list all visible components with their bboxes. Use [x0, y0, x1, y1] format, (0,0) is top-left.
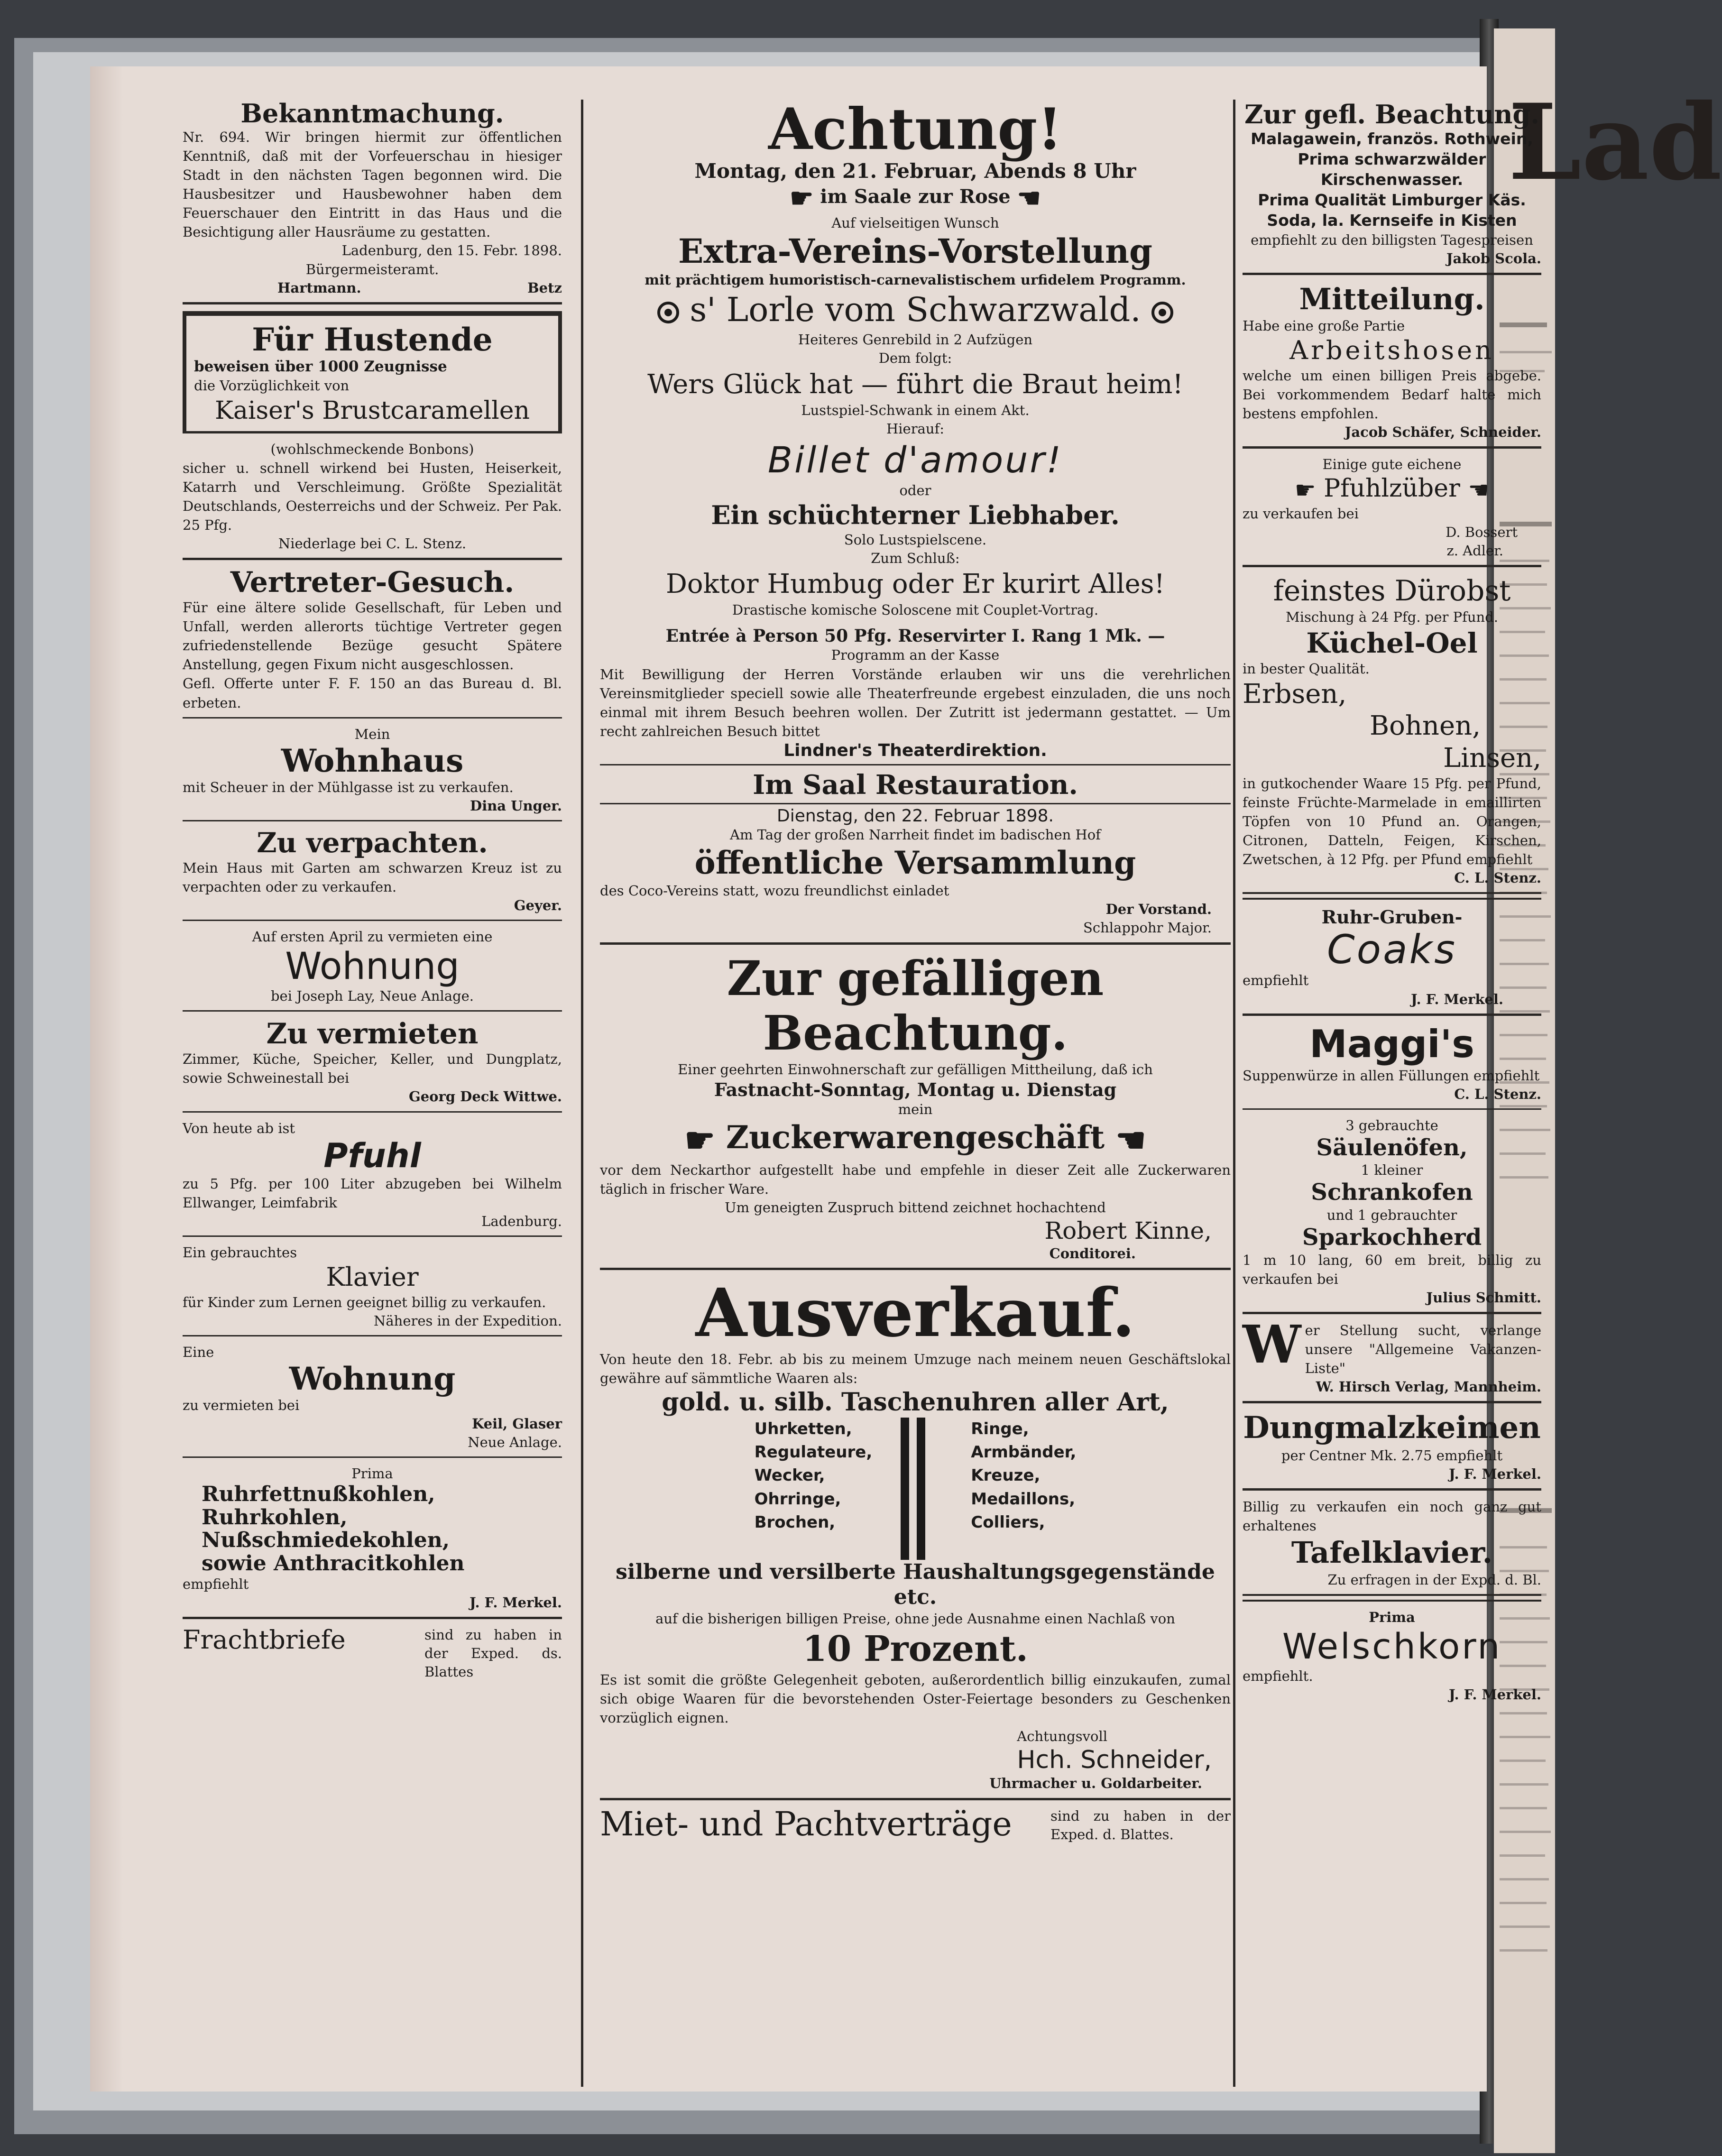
- ad-kohlen: [183, 1465, 562, 1612]
- pointing-hand-right-icon: ☛: [790, 183, 814, 214]
- ad-signature: Conditorei.: [1049, 1245, 1136, 1262]
- discount: 10 Prozent.: [802, 1629, 1028, 1670]
- play-after: Hierauf:: [886, 420, 945, 437]
- ad-text: Mischung à 24 Pfg. per Pfund.: [1286, 609, 1498, 626]
- ad-text: Am Tag der großen Narrheit findet im badischen Hof: [730, 826, 1101, 843]
- product-line: Malagawein, französ. Rothwein,: [1251, 129, 1533, 148]
- play-subtitle: Solo Lustspielscene.: [844, 531, 987, 548]
- divider: [600, 803, 1231, 804]
- event-title: öffentliche Versammlung: [694, 844, 1136, 881]
- ad-title: Tafelklavier.: [1291, 1535, 1493, 1570]
- ad-signature: Geyer.: [514, 897, 562, 914]
- ad-title: Bekanntmachung.: [240, 98, 504, 129]
- play-final: Zum Schluß:: [871, 550, 960, 567]
- ad-title: Wohnung: [285, 945, 460, 988]
- ad-signature: Georg Deck Wittwe.: [408, 1088, 562, 1105]
- ad-title: Achtung!: [768, 96, 1062, 163]
- ad-text: vor dem Neckarthor aufgestellt habe und empfehle in dieser Zeit alle Zuckerwaren täglich in frischer Ware.: [600, 1162, 1231, 1198]
- ad-title: Ausverkauf.: [695, 1274, 1135, 1353]
- play-or: oder: [899, 482, 931, 499]
- ad-rec: empfiehlt zu den billigsten Tagespreisen: [1251, 231, 1533, 248]
- middle-column: [600, 96, 1231, 1844]
- ad-signature: z. Adler.: [1446, 543, 1503, 559]
- pointing-hand-right-icon: ☛: [684, 1119, 715, 1160]
- next-page-line: [1500, 1712, 1547, 1714]
- ad-maggi: [1243, 1023, 1541, 1104]
- newspaper-page: [90, 66, 1541, 2092]
- ad-hustende-body: [183, 440, 562, 553]
- ad-signature: Der Vorstand.: [1105, 901, 1212, 918]
- divider: [600, 1798, 1231, 1800]
- ad-bekanntmachung: [183, 100, 562, 297]
- ad-saal: [600, 769, 1231, 938]
- product-line: Prima schwarzwälder Kirschenwasser.: [1298, 149, 1486, 189]
- target-ornament-icon: [1151, 302, 1173, 323]
- next-page-line: [1500, 1949, 1547, 1952]
- event-program-note: Programm an der Kasse: [831, 647, 1000, 663]
- event-program: mit prächtigem humoristisch-carnevalistischem urfidelem Programm.: [645, 271, 1186, 288]
- ad-title: Zur gefälligen Beachtung.: [727, 950, 1104, 1061]
- next-page-line: [1500, 1878, 1549, 1880]
- product-name: Arbeitshosen: [1289, 335, 1494, 366]
- ad-date: Ladenburg, den 15. Febr. 1898.: [341, 242, 562, 259]
- ad-signature: Lindner's Theaterdirektion.: [783, 740, 1047, 760]
- ad-verpachten: [183, 828, 562, 915]
- divider: [183, 820, 562, 821]
- divider: [600, 1268, 1231, 1270]
- ad-stellung: [1243, 1314, 1541, 1396]
- ad-ausverkauf: [600, 1274, 1231, 1793]
- ad-depot: Niederlage bei C. L. Stenz.: [278, 535, 467, 552]
- play-subtitle: Lustspiel-Schwank in einem Akt.: [801, 402, 1030, 418]
- ad-signature: Dina Unger.: [470, 798, 562, 814]
- ad-title: Vertreter-Gesuch.: [230, 566, 515, 599]
- ad-text: in gutkochender Waare 15 Pfg. per Pfund, feinste Früchte-Marmelade in emaillirten Töpfen von 10 Pfund an. Orangen, Citronen, Datteln, Feigen, Kirschen, Zwetschen, à 12 Pfg. per Pfund empfiehlt: [1243, 775, 1541, 867]
- ad-achtung: [600, 96, 1231, 760]
- ad-signature: C. L. Stenz.: [1454, 1086, 1541, 1102]
- ad-rec: empfiehlt.: [1243, 1668, 1313, 1685]
- ad-pre: Prima: [1369, 1609, 1415, 1625]
- ad-signature: Jacob Schäfer, Schneider.: [1344, 424, 1541, 441]
- ad-pre: Prima: [351, 1465, 393, 1482]
- ad-title: Wohnhaus: [281, 742, 464, 779]
- next-page-line: [1500, 1831, 1551, 1833]
- divider: [1243, 446, 1541, 449]
- ad-pre: und 1 gebrauchter: [1326, 1207, 1457, 1223]
- product-line: Ruhrkohlen,: [202, 1505, 348, 1529]
- ad-pre: Mein: [354, 726, 390, 742]
- product-name: Linsen,: [1443, 742, 1541, 774]
- divider: [183, 302, 562, 304]
- divider: [1243, 1488, 1541, 1491]
- ad-title: Welschkorn: [1282, 1626, 1502, 1668]
- divider: [183, 1617, 562, 1619]
- ad-line: die Vorzüglichkeit von: [194, 378, 350, 394]
- product-name: Küchel-Oel: [1306, 627, 1478, 659]
- product-name: Säulenöfen,: [1316, 1134, 1468, 1161]
- ad-signature: Hch. Schneider,: [1017, 1746, 1212, 1775]
- ad-wohnhaus: [183, 725, 562, 816]
- list-separator: [901, 1418, 909, 1560]
- ad-title: Coaks: [1327, 926, 1457, 973]
- ad-signature: Neue Anlage.: [468, 1434, 562, 1451]
- ad-text: zu vermieten bei: [183, 1397, 300, 1413]
- divider: [183, 1111, 562, 1113]
- column-rule: [581, 100, 583, 2087]
- ad-signature: Jakob Scola.: [1446, 250, 1541, 267]
- ad-text: sind zu haben in der Exped. ds. Blattes: [424, 1627, 562, 1680]
- ad-text: per Centner Mk. 2.75 empfiehlt: [1281, 1447, 1503, 1464]
- play-title: Ein schüchterner Liebhaber.: [711, 500, 1120, 531]
- goods-item: Regulateure,: [754, 1443, 873, 1462]
- ad-text: Zimmer, Küche, Speicher, Keller, und Dungplatz, sowie Schweinestall bei: [183, 1051, 562, 1087]
- ad-text: Mein Haus mit Garten am schwarzen Kreuz ist zu verpachten oder zu verkaufen.: [183, 860, 562, 895]
- ad-title: Pfuhlzüber: [1324, 474, 1460, 503]
- ad-signature: Julius Schmitt.: [1426, 1289, 1541, 1306]
- right-column: [1243, 100, 1541, 1704]
- ad-title: Klavier: [326, 1262, 419, 1292]
- ad-paren: (wohlschmeckende Bonbons): [270, 441, 474, 458]
- divider: [1243, 273, 1541, 275]
- ad-text: des Coco-Vereins statt, wozu freundlichst einladet: [600, 883, 949, 899]
- play-subtitle: Drastische komische Soloscene mit Couplet-Vortrag.: [732, 602, 1099, 618]
- pointing-hand-left-icon: ☚: [1115, 1119, 1146, 1160]
- event-days: Fastnacht-Sonntag, Montag u. Dienstag: [714, 1078, 1117, 1100]
- pointing-hand-right-icon: ☛: [1294, 476, 1316, 504]
- ad-signature: Keil, Glaser: [472, 1415, 562, 1432]
- ad-signature: Hartmann.: [277, 279, 361, 296]
- ad-title: Frachtbriefe: [183, 1625, 346, 1655]
- ad-office: Bürgermeisteramt.: [305, 261, 439, 277]
- ad-text: Gefl. Offerte unter F. F. 150 an das Bureau d. Bl. erbeten.: [183, 675, 562, 711]
- ad-signature: J. F. Merkel.: [469, 1594, 562, 1611]
- ad-tafelklavier: [1243, 1497, 1541, 1589]
- ad-klavier: [183, 1244, 562, 1330]
- ad-text: Es ist somit die größte Gelegenheit geboten, außerordentlich billig einzukaufen, zumal sich obige Waaren für die bevorstehenden Oster-Feiertage besonders zu Geschenken vorzüglich eignen.: [600, 1672, 1231, 1726]
- ad-title: feinstes Dürobst: [1273, 574, 1511, 608]
- ad-title: Für Hustende: [252, 321, 493, 358]
- ad-pre: 1 kleiner: [1361, 1162, 1423, 1179]
- ad-signature: J. F. Merkel.: [1448, 1466, 1541, 1483]
- divider: [183, 717, 562, 719]
- ad-pre: Billig zu verkaufen ein noch ganz gut erhaltenes: [1243, 1499, 1541, 1534]
- ad-signature: W. Hirsch Verlag, Mannheim.: [1316, 1379, 1541, 1395]
- divider: [183, 1335, 562, 1336]
- product-line: sowie Anthracitkohlen: [202, 1551, 465, 1576]
- product-name: Erbsen,: [1243, 679, 1347, 710]
- ad-pre: Eine: [183, 1344, 214, 1361]
- drop-cap: W: [1243, 1314, 1301, 1375]
- play-title: Wers Glück hat — führt die Braut heim!: [647, 369, 1183, 400]
- ad-signature: D. Bossert: [1446, 524, 1518, 541]
- next-page-line: [1500, 1736, 1550, 1738]
- ad-pfuhlzuber: [1243, 455, 1541, 560]
- ad-text: 1 m 10 lang, 60 em breit, billig zu verkaufen bei: [1243, 1252, 1541, 1287]
- ad-pre: Habe eine große Partie: [1243, 318, 1405, 334]
- play-title: Doktor Humbug oder Er kurirt Alles!: [665, 569, 1165, 600]
- event-date: Dienstag, den 22. Februar 1898.: [776, 806, 1054, 826]
- column-rule: [1233, 100, 1235, 2087]
- goods-item: Brochen,: [754, 1512, 836, 1532]
- goods-item: Uhrketten,: [754, 1419, 852, 1438]
- ad-signature: C. L. Stenz.: [1454, 869, 1541, 886]
- ad-title: Mitteilung.: [1299, 281, 1485, 316]
- ad-text: zu 5 Pfg. per 100 Liter abzugeben bei Wilhelm Ellwanger, Leimfabrik: [183, 1175, 562, 1211]
- ad-title: Zur gefl. Beachtung.: [1244, 99, 1540, 129]
- ad-title: Miet- und Pachtverträge: [600, 1804, 1012, 1843]
- ad-signature: J. F. Merkel.: [1448, 1686, 1541, 1703]
- ad-text: in bester Qualität.: [1243, 661, 1370, 677]
- ad-text: Um geneigten Zuspruch bittend zeichnet hochachtend: [725, 1199, 1106, 1216]
- ad-durobst: [1243, 574, 1541, 887]
- product-name: Schrankofen: [1311, 1179, 1473, 1206]
- ad-coaks: [1243, 906, 1541, 1009]
- divider: [183, 920, 562, 921]
- product-name: Sparkochherd: [1302, 1224, 1482, 1251]
- product-line: Prima Qualität Limburger Käs.: [1258, 190, 1526, 209]
- divider: [600, 942, 1231, 945]
- ad-gefl-beachtung: [1243, 100, 1541, 268]
- next-page-line: [1500, 1807, 1547, 1809]
- ad-pfuhl: [183, 1119, 562, 1231]
- next-page-line: [1500, 1926, 1550, 1928]
- ad-title: Zu vermieten: [266, 1017, 479, 1051]
- ad-rec: empfiehlt: [183, 1576, 249, 1592]
- ad-text: welche um einen billigen Preis abgebe. Bei vorkommendem Bedarf halte mich bestens empfohlen.: [1243, 368, 1541, 422]
- ad-pre: Ruhr-Gruben-: [1321, 906, 1463, 928]
- ad-title: Im Saal Restauration.: [753, 769, 1078, 801]
- play-title: s' Lorle vom Schwarzwald.: [690, 290, 1141, 329]
- next-page-line: [1500, 1902, 1547, 1904]
- goods-column: [971, 1418, 1076, 1560]
- ad-line: beweisen über 1000 Zeugnisse: [194, 358, 447, 375]
- ad-greeting: Achtungsvoll: [1017, 1728, 1107, 1745]
- goods-column: [755, 1418, 873, 1560]
- ad-title: Dungmalzkeimen: [1243, 1410, 1541, 1446]
- ad-pre: 3 gebrauchte: [1345, 1117, 1438, 1133]
- product-line: Ruhrfettnußkohlen,: [202, 1482, 435, 1507]
- goods-list: [600, 1418, 1231, 1560]
- divider: [1243, 892, 1541, 900]
- divider: [600, 764, 1231, 765]
- divider: [1243, 1594, 1541, 1602]
- play-title: Billet d'amour!: [767, 438, 1063, 481]
- ad-signature: Schlappohr Major.: [1083, 920, 1212, 936]
- divider: [183, 558, 562, 560]
- ad-text: Nr. 694. Wir bringen hiermit zur öffentlichen Kenntniß, daß mit der Vorfeuerschau in hiesiger Stadt in den nächsten Tagen begonnen wird. Die Hausbesitzer und Hausbewohner haben dem Feuerschauer den Eintritt in das Haus und die Besichtigung aller Hausräume zu gestatten.: [183, 129, 562, 240]
- play-then: Dem folgt:: [878, 350, 952, 367]
- divider: [183, 1010, 562, 1012]
- divider: [183, 1456, 562, 1458]
- event-prices: Entrée à Person 50 Pfg. Reservirter I. Rang 1 Mk. —: [665, 626, 1165, 646]
- ad-title: Zu verpachten.: [257, 827, 488, 859]
- ad-pre: Auf ersten April zu vermieten eine: [252, 929, 493, 945]
- ad-place: Ladenburg.: [481, 1213, 562, 1229]
- goods-item: Wecker,: [754, 1466, 825, 1485]
- ad-signature: Uhrmacher u. Goldarbeiter.: [989, 1775, 1202, 1792]
- target-ornament-icon: [657, 302, 679, 323]
- product-line: Nußschmiedekohlen,: [202, 1528, 450, 1553]
- ad-text: für Kinder zum Lernen geeignet billig zu verkaufen.: [183, 1294, 546, 1310]
- divider: [1243, 1108, 1541, 1110]
- product-name: Bohnen,: [1369, 710, 1481, 742]
- ad-text: Suppenwürze in allen Füllungen empfiehlt: [1243, 1067, 1540, 1084]
- pointing-hand-left-icon: ☚: [1468, 476, 1490, 504]
- ad-signature: Robert Kinne,: [1044, 1217, 1212, 1245]
- ad-signature: J. F. Merkel.: [1410, 991, 1503, 1007]
- goods-item: Colliers,: [971, 1512, 1045, 1532]
- ad-signature: Betz: [527, 279, 562, 296]
- event-title: Extra-Vereins-Vorstellung: [678, 231, 1152, 271]
- ad-more: Näheres in der Expedition.: [374, 1312, 562, 1329]
- ad-beachtung: [600, 951, 1231, 1263]
- ad-title: Wohnung: [289, 1360, 456, 1398]
- ad-rec: empfiehlt: [1243, 972, 1309, 989]
- ad-dungmalz: [1243, 1410, 1541, 1483]
- ad-title: Pfuhl: [323, 1136, 421, 1175]
- goods-item: Ohrringe,: [754, 1489, 841, 1509]
- ad-frachtbriefe: [183, 1626, 562, 1681]
- divider: [183, 1235, 562, 1237]
- next-page-line: [1500, 1783, 1548, 1786]
- ad-text: Zu erfragen in der Expd. d. Bl.: [1327, 1571, 1541, 1588]
- ad-text: Einer geehrten Einwohnerschaft zur gefälligen Mittheilung, daß ich: [678, 1061, 1153, 1078]
- goods-item: Ringe,: [971, 1419, 1029, 1438]
- next-page-line: [1500, 1854, 1545, 1857]
- ad-welschkorn: [1243, 1608, 1541, 1705]
- divider: [1243, 1014, 1541, 1016]
- ad-text: sind zu haben in der Exped. d. Blattes.: [1050, 1807, 1231, 1843]
- ad-pre: Ein gebrauchtes: [183, 1244, 297, 1261]
- ad-title: Maggi's: [1309, 1022, 1474, 1066]
- goods-item: Medaillons,: [971, 1489, 1076, 1509]
- event-wish: Auf vielseitigen Wunsch: [831, 215, 999, 231]
- ad-pre: Von heute ab ist: [183, 1120, 295, 1136]
- ad-pre: Einige gute eichene: [1322, 456, 1462, 473]
- ad-miet: [600, 1804, 1231, 1844]
- play-subtitle: Heiteres Genrebild in 2 Aufzügen: [798, 332, 1033, 348]
- ad-text: Mit Bewilligung der Herren Vorstände erlauben wir uns die verehrlichen Vereinsmitglieder speciell sowie alle Theaterfreunde ergebest einzuladen, die uns noch einmal mit ihrem Besuch beehren wollen. Der Zutritt ist jedermann gestattet. — Um recht zahlreichen Besuch bittet: [600, 666, 1231, 739]
- ad-wohnung-1: [183, 928, 562, 1005]
- ad-vertreter: [183, 567, 562, 712]
- goods-line: silberne und versilberte Haushaltungsgegenstände etc.: [616, 1559, 1215, 1609]
- ad-text: bei Joseph Lay, Neue Anlage.: [270, 988, 474, 1004]
- ad-text: Für eine ältere solide Gesellschaft, für Leben und Unfall, werden allerorts tüchtige Vertreter gegen zufriedenstellende Bezüge gesucht Spätere Anstellung, gegen Fixum nicht ausgeschlossen.: [183, 599, 562, 673]
- goods-item: Kreuze,: [971, 1466, 1041, 1485]
- divider: [1243, 1401, 1541, 1403]
- ad-text: er Stellung sucht, verlange unsere "Allgemeine Vakanzen-Liste": [1305, 1322, 1541, 1377]
- ad-text: mit Scheuer in der Mühlgasse ist zu verkaufen.: [183, 779, 514, 796]
- left-column: [183, 100, 562, 1682]
- product-line: Soda, la. Kernseife in Kisten: [1267, 211, 1517, 230]
- divider: [183, 431, 562, 433]
- next-page-line: [1500, 1760, 1546, 1762]
- ad-hustende: [183, 311, 562, 431]
- ad-mitteilung: [1243, 282, 1541, 442]
- ad-text: zu verkaufen bei: [1243, 505, 1359, 522]
- next-page-title: Lad: [1508, 81, 1722, 203]
- ad-text: auf die bisherigen billigen Preise, ohne jede Ausnahme einen Nachlaß von: [655, 1611, 1175, 1627]
- event-place: im Saale zur Rose: [820, 185, 1011, 208]
- product-name: Kaiser's Brustcaramellen: [214, 396, 530, 425]
- event-date: Montag, den 21. Februar, Abends 8 Uhr: [694, 159, 1136, 183]
- ad-text: sicher u. schnell wirkend bei Husten, Heiserkeit, Katarrh und Verschleimung. Größte Spezialität Deutschlands, Oesterreichs und der Schweiz. Per Pak. 25 Pfg.: [183, 460, 562, 534]
- goods-headline: gold. u. silb. Taschenuhren aller Art,: [662, 1388, 1169, 1417]
- ad-vermieten: [183, 1018, 562, 1106]
- ad-wohnung-2: [183, 1343, 562, 1452]
- ad-text: Von heute den 18. Febr. ab bis zu meinem Umzuge nach meinem neuen Geschäftslokal gewähre auf sämmtliche Waaren als:: [600, 1351, 1231, 1387]
- ad-text: mein: [898, 1101, 933, 1117]
- shop-name: Zuckerwarengeschäft: [726, 1118, 1105, 1156]
- divider: [1243, 565, 1541, 567]
- goods-item: Armbänder,: [971, 1443, 1077, 1462]
- ad-oefen: [1243, 1116, 1541, 1307]
- pointing-hand-left-icon: ☚: [1017, 183, 1041, 214]
